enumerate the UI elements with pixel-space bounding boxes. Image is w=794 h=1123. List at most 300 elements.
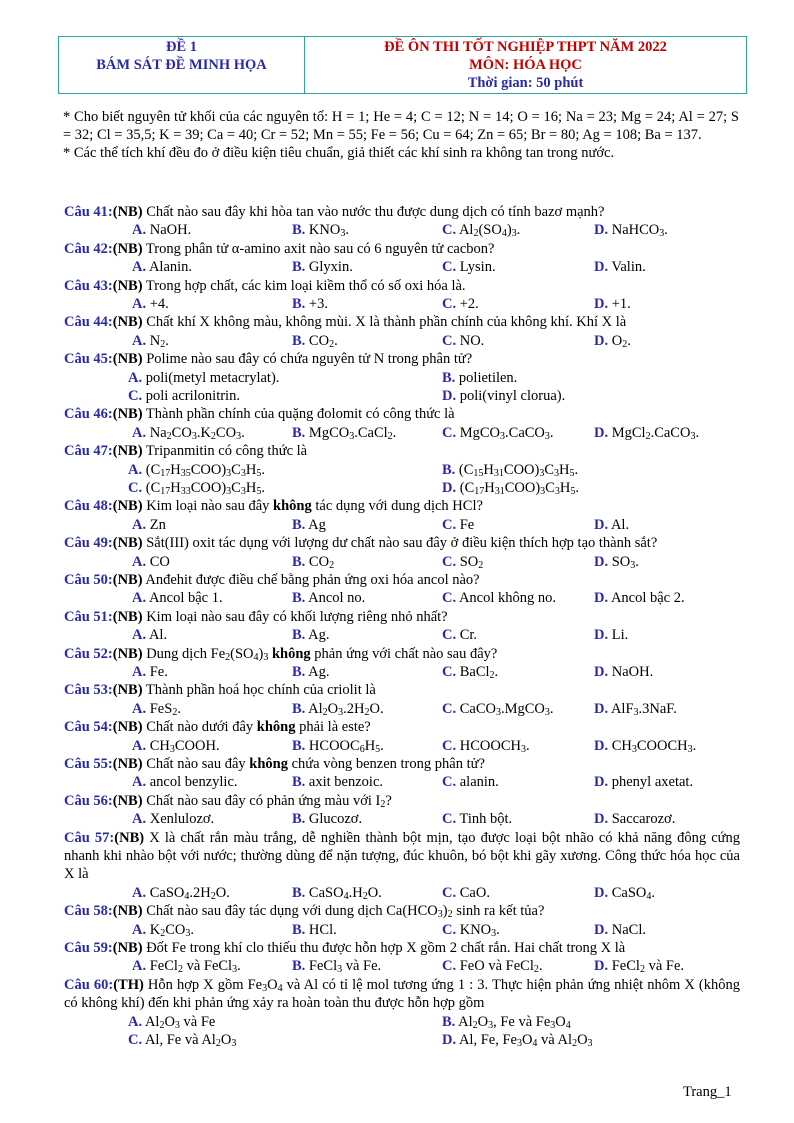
option-letter: B. xyxy=(292,884,306,901)
answer-option xyxy=(594,773,693,791)
option-letter: C. xyxy=(442,424,457,441)
option-text: poli acrilonitrin. xyxy=(145,387,240,404)
exam-code: ĐỀ 1 xyxy=(165,39,198,55)
answer-option xyxy=(132,258,192,276)
question-level: (NB) xyxy=(112,535,143,552)
answer-row xyxy=(64,1013,740,1031)
question-text: Thành phần hoá học chính của criolit là xyxy=(142,682,376,699)
question-stem xyxy=(64,902,740,920)
option-letter: B. xyxy=(292,590,306,607)
answer-option xyxy=(594,957,684,975)
answer-option xyxy=(442,1013,571,1031)
answer-option xyxy=(132,773,238,791)
answer-option xyxy=(594,700,677,718)
option-letter: B. xyxy=(292,700,306,717)
option-letter: B. xyxy=(292,332,306,349)
question-number: Câu 60: xyxy=(64,976,114,993)
option-text: NaOH. xyxy=(149,222,192,239)
option-letter: B. xyxy=(292,259,306,276)
question-level: (NB) xyxy=(112,204,143,220)
answer-option xyxy=(132,626,167,644)
option-letter: D. xyxy=(594,921,609,938)
option-letter: C. xyxy=(442,332,457,349)
option-letter: B. xyxy=(442,461,456,478)
option-letter: A. xyxy=(132,884,147,901)
option-text: $CH_3COOH$. xyxy=(149,737,220,755)
option-text: $CO_2$ xyxy=(308,553,335,571)
question-stem xyxy=(64,240,740,258)
question-number: Câu 58: xyxy=(64,903,113,920)
answer-row xyxy=(64,221,740,239)
option-letter: B. xyxy=(442,369,456,386)
option-text: Glyxin. xyxy=(308,259,353,276)
option-letter: D. xyxy=(594,774,609,791)
question-stem xyxy=(64,645,740,663)
option-letter: A. xyxy=(132,296,147,312)
question-emphasis: không xyxy=(249,755,288,772)
option-text: CO xyxy=(149,553,170,570)
answer-option xyxy=(292,424,396,442)
option-letter: B. xyxy=(292,737,306,754)
option-text: NO. xyxy=(459,332,485,349)
question xyxy=(64,939,740,976)
option-text: CaO. xyxy=(459,884,490,901)
answer-option xyxy=(292,516,326,534)
option-text: Zn xyxy=(149,516,166,533)
option-text: ancol benzylic. xyxy=(149,774,238,791)
question-stem xyxy=(64,829,740,884)
option-text: NaOH. xyxy=(611,663,654,680)
question-stem xyxy=(64,608,740,626)
question-number: Câu 53: xyxy=(64,682,113,699)
option-letter: D. xyxy=(594,590,609,607)
answer-option xyxy=(132,332,169,350)
answer-option xyxy=(594,516,629,534)
option-letter: C. xyxy=(128,479,143,496)
answer-option xyxy=(442,479,579,497)
answer-option xyxy=(132,663,168,681)
question-level: (NB) xyxy=(112,682,143,699)
answer-row xyxy=(64,479,740,497)
question-number: Câu 48: xyxy=(64,498,113,515)
answer-option xyxy=(128,369,279,387)
question-number: Câu 55: xyxy=(64,755,113,772)
question-text: X là chất rắn màu trắng, dễ nghiền thành bột mịn, tạo được loại bột nhão có khả năng đông cứng nhanh khi nhào bột với nước; thường dùng để nặn tượng, đúc khuôn, bó bột khi gãy xương. Công thức hóa học của X là xyxy=(64,829,741,883)
answer-row xyxy=(64,589,740,607)
question xyxy=(64,350,740,405)
option-letter: A. xyxy=(128,369,143,386)
option-letter: C. xyxy=(442,222,457,239)
question-level: (NB) xyxy=(112,406,143,423)
answer-option xyxy=(594,221,668,239)
answer-row xyxy=(64,957,740,975)
option-letter: B. xyxy=(292,222,306,239)
answer-option xyxy=(442,1031,593,1049)
option-letter: A. xyxy=(128,461,143,478)
option-text: MgCO$_3$.CaCl$_2$. xyxy=(308,424,397,442)
answer-option xyxy=(594,626,628,644)
question xyxy=(64,645,740,682)
option-letter: A. xyxy=(132,958,147,975)
option-text: Al. xyxy=(610,516,630,533)
option-text: Ag. xyxy=(308,663,330,680)
option-letter: D. xyxy=(594,884,609,901)
option-letter: D. xyxy=(594,424,609,441)
question-emphasis: không xyxy=(256,719,296,736)
question-text: Sắt(III) oxit tác dụng với lượng dư chất nào sau đây ở điều kiện thích hợp tạo thành sắt? xyxy=(142,535,658,552)
option-text: CaCO$_3$.MgCO$_3$. xyxy=(459,700,554,718)
question-stem xyxy=(64,534,740,552)
question-number: Câu 42: xyxy=(64,240,113,257)
option-letter: C. xyxy=(442,590,457,607)
option-letter: C. xyxy=(442,627,457,644)
option-letter: B. xyxy=(292,921,306,938)
question xyxy=(64,976,740,1050)
answer-option xyxy=(442,663,498,681)
question-number: Câu 54: xyxy=(64,719,113,736)
option-text: Li. xyxy=(611,627,629,644)
answer-option xyxy=(292,773,383,791)
option-letter: C. xyxy=(442,553,457,570)
option-text: poli(vinyl clorua). xyxy=(459,387,566,404)
option-text: alanin. xyxy=(459,774,499,791)
option-letter: D. xyxy=(594,259,609,276)
answer-option xyxy=(442,424,554,442)
question-text: Chất nào sau đây xyxy=(142,755,250,772)
answer-option xyxy=(132,921,194,939)
option-letter: D. xyxy=(442,1031,457,1048)
exam-header xyxy=(58,36,747,94)
option-text: Ancol bậc 1. xyxy=(148,590,223,607)
question-stem xyxy=(64,277,740,295)
option-text: $HCOOC_6H_5$. xyxy=(308,737,384,755)
answer-option xyxy=(594,921,646,939)
option-letter: D. xyxy=(594,700,609,717)
answer-row xyxy=(64,553,740,571)
answer-option xyxy=(594,424,699,442)
option-text: Al, Fe và $Al_2O_3$ xyxy=(144,1031,237,1049)
option-text: MgCO$_3$.CaCO$_3$. xyxy=(459,424,554,442)
option-text: MgCl$_2$.CaCO$_3$. xyxy=(611,424,700,442)
question xyxy=(64,608,740,645)
option-letter: A. xyxy=(132,811,147,828)
answer-row xyxy=(64,810,740,828)
page-number: Trang_1 xyxy=(683,1084,732,1100)
question-text: Trong hợp chất, các kim loại kiềm thổ có số oxi hóa là. xyxy=(142,277,466,294)
option-letter: C. xyxy=(442,884,457,901)
answer-option xyxy=(132,700,181,718)
option-text: AlF$_3$.3NaF. xyxy=(610,700,677,718)
option-text: Ancol không no. xyxy=(458,590,556,607)
question-text: Chất nào sau đây khi hòa tan vào nước thu được dung dịch có tính bazơ mạnh? xyxy=(142,204,605,220)
option-text: $(C_{17}H_{33}COO)_3C_3H_5$. xyxy=(145,479,265,497)
question-number: Câu 52: xyxy=(64,645,113,662)
option-text: FeCl$_2$ và Fe. xyxy=(611,958,684,976)
option-text: Cr. xyxy=(459,627,478,644)
answer-option xyxy=(128,387,240,405)
question-stem xyxy=(64,755,740,773)
option-letter: B. xyxy=(292,516,306,533)
answer-option xyxy=(132,553,170,571)
option-text: Xenlulozơ. xyxy=(149,811,215,828)
answer-row xyxy=(64,258,740,276)
answer-option xyxy=(442,221,520,239)
question-text: Đốt Fe trong khí clo thiếu thu được hỗn hợp X gồm 2 chất rắn. Hai chất trong X là xyxy=(142,939,626,956)
answer-option xyxy=(594,258,646,276)
answer-option xyxy=(442,589,556,607)
answer-option xyxy=(594,884,655,902)
option-text: FeCl$_2$ và FeCl$_3$. xyxy=(149,958,241,976)
option-text: NaHCO$_3$. xyxy=(611,222,668,240)
option-letter: D. xyxy=(594,516,609,533)
option-letter: A. xyxy=(132,222,147,239)
answer-option xyxy=(442,258,496,276)
option-text: Fe. xyxy=(149,663,168,680)
question-stem xyxy=(64,350,740,368)
question-number: Câu 47: xyxy=(64,443,113,460)
answer-option xyxy=(442,884,490,902)
question-stem xyxy=(64,203,740,221)
option-letter: C. xyxy=(442,958,457,975)
option-text: poli(metyl metacrylat). xyxy=(145,369,280,386)
answer-option xyxy=(132,295,169,313)
option-letter: B. xyxy=(292,553,306,570)
question-number: Câu 44: xyxy=(64,314,113,331)
option-text: FeS$_2$. xyxy=(149,700,181,718)
option-text: $(C_{17}H_{31}COO)_3C_3H_5$. xyxy=(459,479,579,497)
answer-option xyxy=(132,884,230,902)
answer-option xyxy=(292,553,334,571)
question-level: (NB) xyxy=(112,351,143,368)
option-letter: D. xyxy=(594,627,609,644)
answer-row xyxy=(64,1031,740,1049)
answer-option xyxy=(594,332,631,350)
option-letter: C. xyxy=(442,516,457,533)
answer-option xyxy=(292,663,329,681)
option-letter: C. xyxy=(442,737,457,754)
option-letter: C. xyxy=(442,921,457,938)
exam-subtitle: BÁM SÁT ĐỀ MINH HỌA xyxy=(96,57,267,73)
option-letter: C. xyxy=(442,663,457,680)
option-text: $Al_2O_3$, Fe và $Fe_3O_4$ xyxy=(458,1013,571,1031)
option-letter: D. xyxy=(594,296,609,312)
question-text: chứa vòng benzen trong phân tử? xyxy=(287,755,485,772)
option-text: $K_2CO_3$. xyxy=(149,921,194,939)
option-text: Alanin. xyxy=(148,259,193,276)
answer-row xyxy=(64,332,740,350)
answer-row xyxy=(64,773,740,791)
answer-option xyxy=(128,1013,215,1031)
option-letter: B. xyxy=(292,663,306,680)
question-emphasis: không xyxy=(273,498,312,515)
option-text: Saccarozơ. xyxy=(611,811,676,828)
gas-volume-note: * Các thể tích khí đều đo ở điều kiện tiêu chuẩn, giả thiết các khí sinh ra không tan trong nước. xyxy=(63,145,615,162)
option-letter: D. xyxy=(594,663,609,680)
answer-option xyxy=(594,553,639,571)
question-level: (NB) xyxy=(112,571,143,588)
option-text: $Al_2(SO_4)_3$. xyxy=(458,222,521,240)
answer-option xyxy=(292,700,384,718)
answer-option xyxy=(442,461,578,479)
question-number: Câu 49: xyxy=(64,535,113,552)
option-letter: C. xyxy=(442,296,457,312)
question-level: (NB) xyxy=(114,829,145,846)
question-text: Trong phân tử α-amino axit nào sau có 6 nguyên tử cacbon? xyxy=(142,240,495,257)
option-letter: A. xyxy=(132,553,147,570)
question xyxy=(64,829,740,903)
question xyxy=(64,313,740,350)
question xyxy=(64,681,740,718)
exam-header-right xyxy=(305,37,746,93)
option-text: $CH_3COOCH_3$. xyxy=(611,737,697,755)
answer-row xyxy=(64,626,740,644)
question-level: (NB) xyxy=(112,903,143,920)
question-level: (NB) xyxy=(112,792,143,809)
answer-option xyxy=(292,957,381,975)
answer-option xyxy=(132,810,214,828)
answer-option xyxy=(442,921,500,939)
answer-row xyxy=(64,921,740,939)
answer-option xyxy=(292,921,337,939)
question-stem xyxy=(64,792,740,810)
option-letter: A. xyxy=(128,1013,143,1030)
question-level: (NB) xyxy=(112,314,143,331)
option-letter: B. xyxy=(292,424,306,441)
option-letter: A. xyxy=(132,332,147,349)
question-text: Chất nào dưới đây xyxy=(142,719,257,736)
option-letter: C. xyxy=(442,700,457,717)
answer-option xyxy=(594,810,675,828)
option-letter: A. xyxy=(132,259,147,276)
question-stem xyxy=(64,405,740,423)
option-text: Ancol bậc 2. xyxy=(610,590,685,607)
question xyxy=(64,534,740,571)
question-number: Câu 41: xyxy=(64,204,113,220)
answer-option xyxy=(442,773,499,791)
answer-option xyxy=(132,737,220,755)
answer-option xyxy=(128,1031,236,1049)
answer-row xyxy=(64,700,740,718)
question-emphasis: không xyxy=(271,645,311,662)
exam-subject: MÔN: HÓA HỌC xyxy=(469,57,582,73)
answer-row xyxy=(64,295,740,313)
option-text: $CaSO_4.2H_2O$. xyxy=(149,884,230,902)
option-letter: D. xyxy=(594,958,609,975)
answer-row xyxy=(64,369,740,387)
option-letter: C. xyxy=(442,811,457,828)
atomic-mass-note: * Cho biết nguyên tử khối của các nguyên tố: H = 1; He = 4; C = 12; N = 14; O = 16; Na = 23; Mg = 24; Al = 27; S = 32; Cl = 35,5; K = 39; Ca = 40; Cr = 52; Mn = 55; Fe = 56; Cu = 64; Zn = 65; Br = 80; Ag = 108; Ba = 137. xyxy=(63,109,739,144)
answer-option xyxy=(292,737,384,755)
question-level: (TH) xyxy=(113,976,144,993)
question-stem xyxy=(64,497,740,515)
answer-row xyxy=(64,663,740,681)
question-number: Câu 50: xyxy=(64,571,113,588)
option-text: Al, Fe, $Fe_3O_4$ và $Al_2O_3$ xyxy=(458,1031,593,1049)
question xyxy=(64,240,740,277)
answer-option xyxy=(442,700,554,718)
question xyxy=(64,792,740,829)
answer-row xyxy=(64,737,740,755)
answer-option xyxy=(292,332,338,350)
answer-option xyxy=(292,221,349,239)
option-letter: D. xyxy=(594,332,609,349)
question-stem xyxy=(64,976,740,1013)
question-text: Anđehit được điều chế bằng phản ứng oxi hóa ancol nào? xyxy=(142,571,480,588)
question-level: (NB) xyxy=(112,443,143,460)
option-text: Al. xyxy=(148,627,168,644)
option-letter: D. xyxy=(442,479,457,496)
option-text: phenyl axetat. xyxy=(611,774,694,791)
answer-row xyxy=(64,387,740,405)
question xyxy=(64,755,740,792)
question xyxy=(64,442,740,497)
option-letter: C. xyxy=(442,774,457,791)
answer-option xyxy=(442,810,512,828)
answer-option xyxy=(132,424,245,442)
option-text: Glucozơ. xyxy=(308,811,363,828)
option-text: $N_2$. xyxy=(149,332,169,350)
option-text: $O_2$. xyxy=(611,332,631,350)
answer-row xyxy=(64,424,740,442)
option-text: Ag xyxy=(308,516,326,533)
option-letter: C. xyxy=(128,1031,143,1048)
option-text: $CaSO_4.H_2O$. xyxy=(308,884,382,902)
option-text: Ancol no. xyxy=(308,590,366,607)
option-text: Lysin. xyxy=(459,259,496,276)
answer-option xyxy=(292,810,362,828)
answer-option xyxy=(442,553,483,571)
question-level: (NB) xyxy=(112,277,143,294)
option-text: $SO_3$. xyxy=(611,553,639,571)
option-text: $(C_{15}H_{31}COO)_3C_3H_5$. xyxy=(458,461,579,479)
answer-option xyxy=(594,663,653,681)
question-text: Chất nào sau đây có phản ứng màu với $I_2$? xyxy=(142,792,392,810)
question-text: Chất nào sau đây tác dụng với dung dịch $Ca(HCO_3)_2$ sinh ra kết tủa? xyxy=(142,903,545,921)
answer-option xyxy=(132,589,223,607)
answer-option xyxy=(292,258,353,276)
option-letter: A. xyxy=(132,627,147,644)
question-level: (NB) xyxy=(112,645,143,662)
answer-option xyxy=(128,461,265,479)
question-number: Câu 51: xyxy=(64,608,113,625)
question-level: (NB) xyxy=(112,608,143,625)
option-letter: B. xyxy=(292,958,306,975)
option-letter: B. xyxy=(292,774,306,791)
option-text: CaSO$_4$. xyxy=(611,884,656,902)
option-text: HCl. xyxy=(308,921,337,938)
option-text: $Al_2O_3.2H_2O$. xyxy=(308,700,384,718)
answer-option xyxy=(442,295,479,313)
option-letter: D. xyxy=(442,387,457,404)
question-text: Tripanmitin có công thức là xyxy=(142,443,308,460)
question-number: Câu 46: xyxy=(64,406,113,423)
question-text: phải là este? xyxy=(295,719,371,736)
answer-option xyxy=(132,516,166,534)
question-stem xyxy=(64,571,740,589)
answer-option xyxy=(442,387,565,405)
question xyxy=(64,902,740,939)
option-letter: A. xyxy=(132,663,147,680)
option-text: Ag. xyxy=(308,627,330,644)
option-text: NaCl. xyxy=(611,921,646,938)
option-letter: A. xyxy=(132,774,147,791)
question-number: Câu 56: xyxy=(64,792,113,809)
question-stem xyxy=(64,442,740,460)
answer-option xyxy=(594,737,696,755)
answer-row xyxy=(64,884,740,902)
question xyxy=(64,277,740,314)
question-text: Kim loại nào sau đây có khối lượng riêng nhỏ nhất? xyxy=(142,608,448,625)
